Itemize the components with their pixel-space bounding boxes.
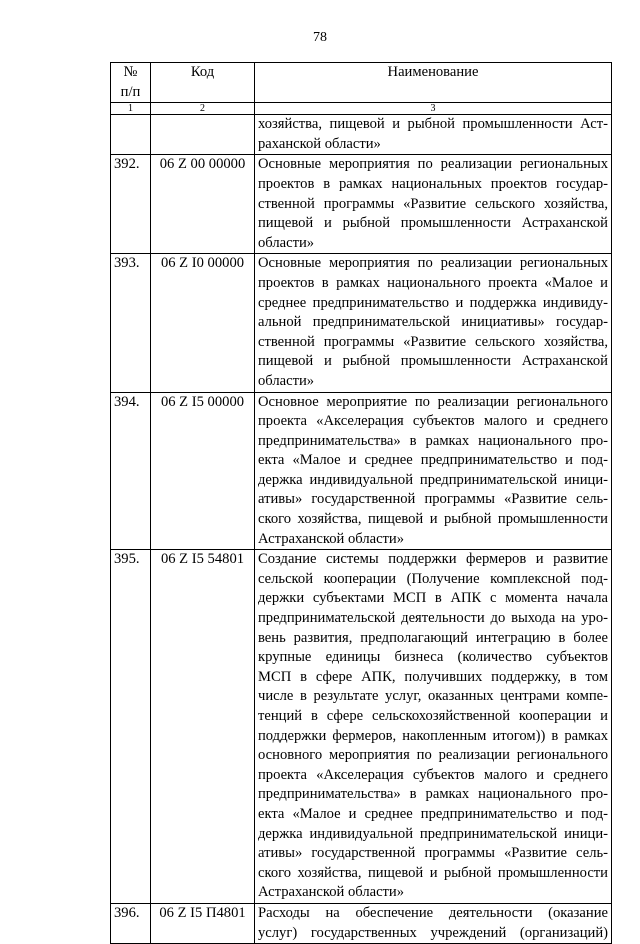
name-line: проектов в рамках национального проекта «Малое и [258, 274, 608, 291]
row-code: 06 Z I5 54801 [151, 550, 255, 904]
name-line: услуг) государственных учреждений (организаций) [258, 924, 608, 941]
name-line: Астраханской области» [258, 884, 405, 901]
name-line: крупные единицы бизнеса (количество субъектов [258, 649, 608, 666]
column-index-row [111, 103, 612, 115]
name-line: Основное мероприятие по реализации регионального [258, 393, 608, 410]
name-line: области» [258, 372, 315, 389]
name-line: Расходы на обеспечение деятельности (оказание [258, 904, 608, 921]
name-line: ственной программы «Развитие сельского хозяйства, [258, 333, 608, 350]
name-line: екта «Малое и среднее предпринимательство и под- [258, 805, 608, 822]
row-number: 394. [111, 392, 151, 550]
row-code: 06 Z I5 00000 [151, 392, 255, 550]
column-index-3: 3 [255, 103, 612, 115]
name-line: ского хозяйства, пищевой и рыбной промышленности [258, 864, 608, 881]
name-line: числе в результате услуг, оказанных центрами компе- [258, 688, 608, 705]
name-line: проекта «Акселерация субъектов малого и среднего [258, 413, 608, 430]
name-line: вень развития, предполагающий интеграцию в более [258, 629, 608, 646]
table-row [111, 392, 612, 550]
name-line: Основные мероприятия по реализации региональных [258, 156, 608, 173]
continuation-code [151, 115, 255, 155]
name-line: держки субъектами МСП в АПК с момента начала [258, 590, 608, 607]
table-row [111, 903, 612, 943]
name-line: ственной программы «Развитие сельского хозяйства, [258, 195, 608, 212]
row-number: 396. [111, 903, 151, 943]
column-index-1: 1 [111, 103, 151, 115]
header-num-line1: № [123, 64, 138, 80]
row-code: 06 Z I0 00000 [151, 254, 255, 392]
registry-table [110, 62, 612, 944]
header-num [111, 63, 151, 103]
table-row [111, 550, 612, 904]
row-name [255, 254, 612, 392]
page-number: 78 [313, 30, 327, 45]
name-line: предпринимательской деятельности до выхода на уро- [258, 610, 608, 627]
row-code: 06 Z I5 П4801 [151, 903, 255, 943]
name-line: проектов в рамках национальных проектов государ- [258, 175, 608, 192]
row-code: 06 Z 00 00000 [151, 155, 255, 254]
header-name: Наименование [255, 63, 612, 103]
name-line: хозяйства, пищевой и рыбной промышленности Аст- [258, 116, 608, 133]
name-line: предпринимательства» в рамках национального про- [258, 786, 608, 803]
table-row [111, 155, 612, 254]
row-number: 395. [111, 550, 151, 904]
name-line: держка индивидуальной предпринимательской иници- [258, 471, 608, 488]
name-line: альной предпринимательской инициативы» государ- [258, 314, 608, 331]
name-line: сельской кооперации (Получение комплексной под- [258, 570, 608, 587]
header-code: Код [151, 63, 255, 103]
header-row [111, 63, 612, 103]
name-line: области» [258, 234, 315, 251]
name-line: основного мероприятия по реализации регионального [258, 747, 608, 764]
name-line: МСП в сфере АПК, получивших поддержку, в том [258, 668, 608, 685]
continuation-num [111, 115, 151, 155]
continuation-name [255, 115, 612, 155]
name-line: Основные мероприятия по реализации региональных [258, 255, 608, 272]
row-name [255, 392, 612, 550]
table-row [111, 254, 612, 392]
name-line: екта «Малое и среднее предпринимательство и под- [258, 452, 608, 469]
name-line: среднее предпринимательство и поддержка индивиду- [258, 294, 608, 311]
row-name [255, 550, 612, 904]
column-index-2: 2 [151, 103, 255, 115]
name-line: Астраханской области» [258, 530, 405, 547]
name-line: ского хозяйства, пищевой и рыбной промышленности [258, 511, 608, 528]
name-line: пищевой и рыбной промышленности Астраханской [258, 353, 608, 370]
name-line: раханской области» [258, 135, 381, 152]
row-number: 393. [111, 254, 151, 392]
row-name [255, 155, 612, 254]
name-line: предпринимательства» в рамках национального про- [258, 432, 608, 449]
name-line: проекта «Акселерация субъектов малого и среднего [258, 766, 608, 783]
name-line: пищевой и рыбной промышленности Астраханской [258, 215, 608, 232]
header-num-line2: п/п [120, 83, 141, 100]
name-line: держка индивидуальной предпринимательской иници- [258, 825, 608, 842]
name-line: поддержки фермеров, накопленным итогом)) в рамках [258, 727, 608, 744]
row-name [255, 903, 612, 943]
name-line: Создание системы поддержки фермеров и развитие [258, 551, 608, 568]
name-line: ативы» государственной программы «Развитие сель- [258, 491, 608, 508]
row-number: 392. [111, 155, 151, 254]
name-line: ативы» государственной программы «Развитие сель- [258, 845, 608, 862]
name-line: тенций в сфере сельскохозяйственной кооперации и [258, 708, 608, 724]
continuation-row [111, 115, 612, 155]
